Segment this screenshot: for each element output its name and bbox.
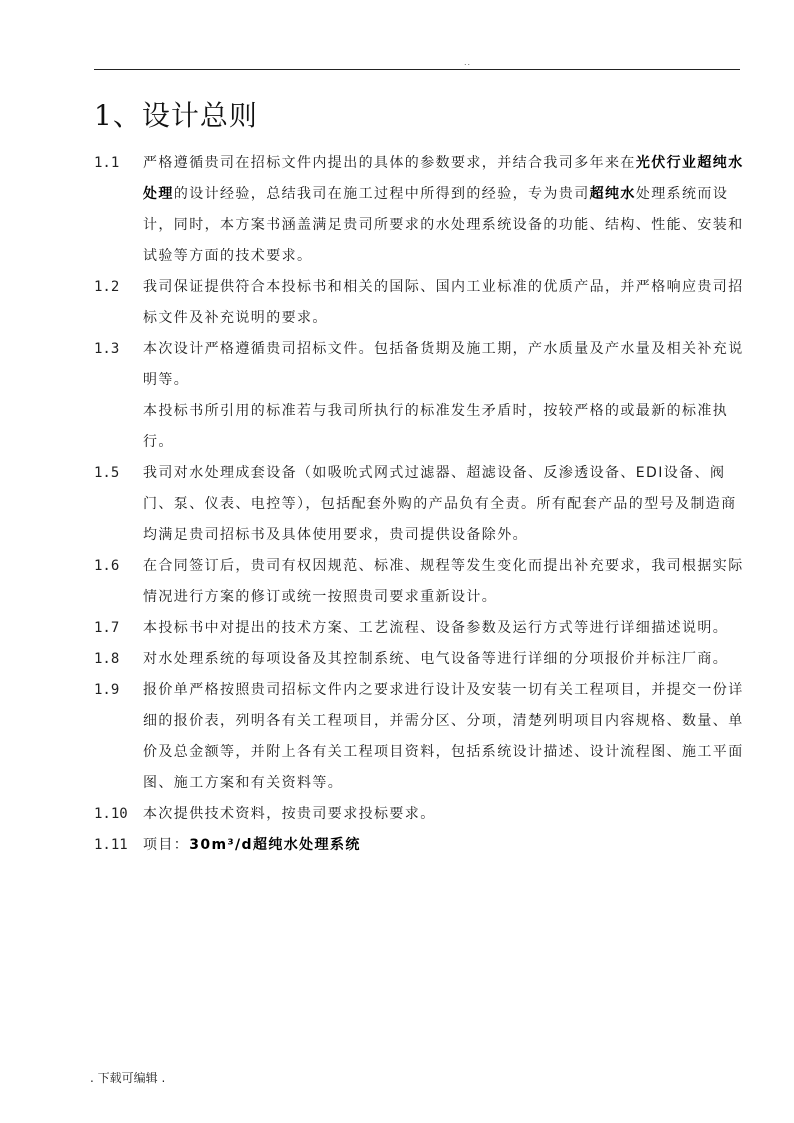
clause-number: 1.5	[94, 465, 120, 481]
bold-phrase: 光伏行业超纯水处理	[143, 155, 744, 202]
clause-1-10	[94, 799, 744, 830]
clause-number: 1.2	[94, 279, 120, 295]
header-mark: ..	[464, 58, 472, 67]
clause-1-5	[94, 458, 744, 551]
section-heading: 1、设计总则	[94, 99, 258, 132]
project-name: 30m³/d超纯水处理系统	[189, 837, 361, 853]
clause-number: 1.8	[94, 651, 120, 667]
clause-1-6	[94, 551, 744, 613]
clause-text: 对水处理系统的每项设备及其控制系统、电气设备等进行详细的分项报价并标注厂商。	[143, 651, 729, 667]
header-rule	[94, 69, 740, 70]
clause-1-3	[94, 334, 744, 458]
clause-text: 严格遵循贵司在招标文件内提出的具体的参数要求，并结合我司多年来在光伏行业超纯水处理的设计经验，总结我司在施工过程中所得到的经验，专为贵司超纯水处理系统而设计，同时，本方案书涵盖满足贵司所要求的水处理系统设备的功能、结构、性能、安装和试验等方面的技术要求。	[143, 155, 744, 264]
clause-note: 本投标书所引用的标准若与我司所执行的标准发生矛盾时，按较严格的或最新的标准执行。	[143, 403, 729, 450]
clause-number: 1.7	[94, 620, 120, 636]
clause-number: 1.6	[94, 558, 120, 574]
clause-1-9	[94, 675, 744, 799]
clause-1-8	[94, 644, 744, 675]
clause-text: 我司对水处理成套设备（如吸吮式网式过滤器、超滤设备、反渗透设备、EDI设备、阀门、泵、仪表、电控等），包括配套外购的产品负有全责。所有配套产品的型号及制造商均满足贵司招标书及具体使用要求，贵司提供设备除外。	[143, 465, 737, 543]
clause-number: 1.11	[94, 837, 128, 853]
clause-text: 项目：30m³/d超纯水处理系统	[143, 837, 361, 853]
clause-list	[94, 148, 744, 861]
clause-text: 本投标书中对提出的技术方案、工艺流程、设备参数及运行方式等进行详细描述说明。	[143, 620, 729, 636]
clause-text: 我司保证提供符合本投标书和相关的国际、国内工业标准的优质产品，并严格响应贵司招标文件及补充说明的要求。	[143, 279, 744, 326]
clause-1-11	[94, 830, 744, 861]
clause-1-7	[94, 613, 744, 644]
clause-number: 1.1	[94, 155, 120, 171]
clause-number: 1.9	[94, 682, 120, 698]
clause-1-2	[94, 272, 744, 334]
footer-note: . 下载可编辑 .	[90, 1071, 166, 1085]
clause-text: 本次提供技术资料，按贵司要求投标要求。	[143, 806, 436, 822]
clause-text: 在合同签订后，贵司有权因规范、标准、规程等发生变化而提出补充要求，我司根据实际情况进行方案的修订或统一按照贵司要求重新设计。	[143, 558, 744, 605]
clause-number: 1.10	[94, 806, 128, 822]
clause-text: 本次设计严格遵循贵司招标文件。包括备货期及施工期，产水质量及产水量及相关补充说明等。	[143, 341, 744, 388]
clause-1-1	[94, 148, 744, 272]
bold-phrase: 超纯水	[589, 186, 636, 202]
clause-text: 报价单严格按照贵司招标文件内之要求进行设计及安装一切有关工程项目，并提交一份详细的报价表，列明各有关工程项目，并需分区、分项，清楚列明项目内容规格、数量、单价及总金额等，并附上各有关工程项目资料，包括系统设计描述、设计流程图、施工平面图、施工方案和有关资料等。	[143, 682, 744, 791]
clause-number: 1.3	[94, 341, 120, 357]
